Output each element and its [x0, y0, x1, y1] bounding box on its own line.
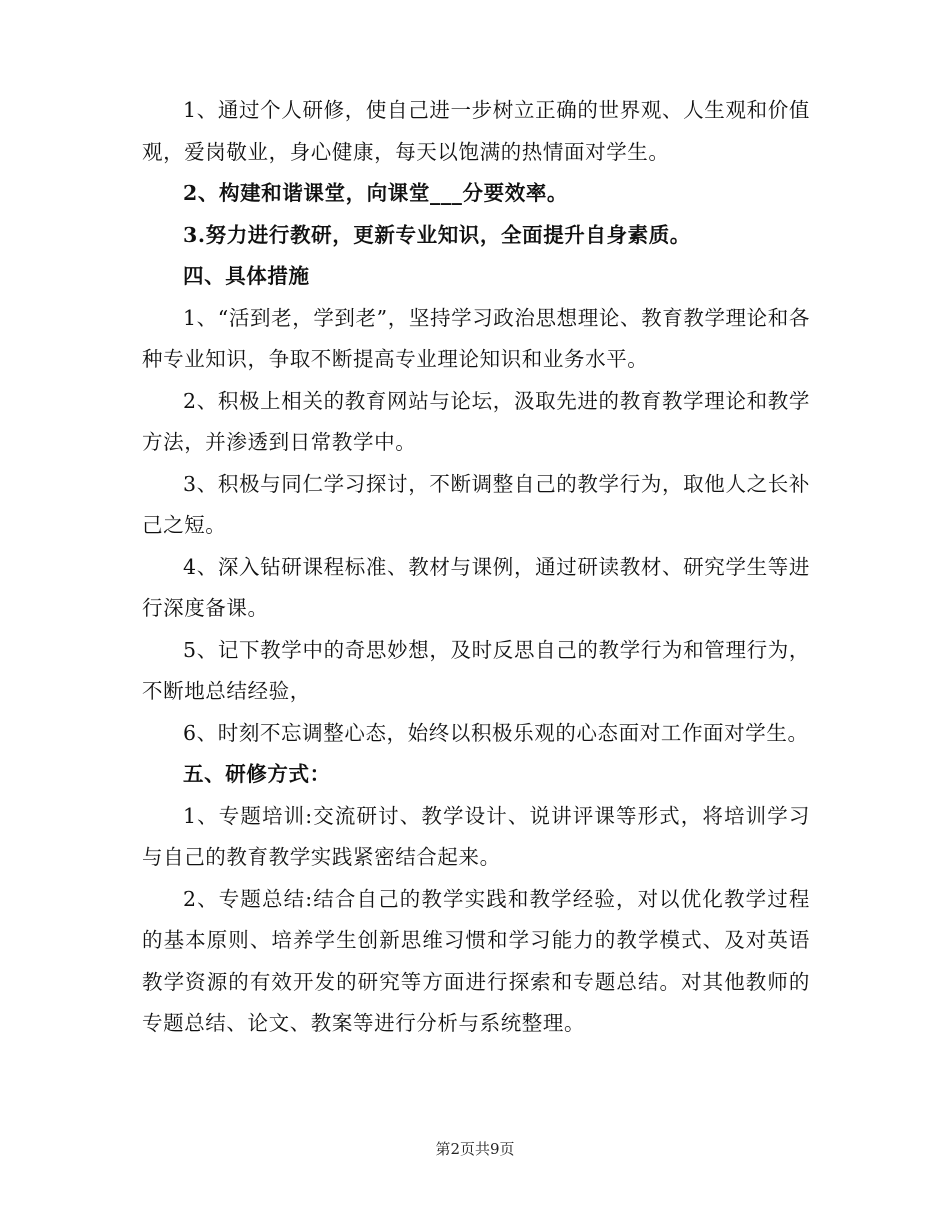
paragraph-measure-1: 1、“活到老，学到老”，坚持学习政治思想理论、教育教学理论和各种专业知识，争取不断提高专业理论知识和业务水平。	[142, 305, 810, 371]
page-number-footer: 第2页共9页	[435, 1140, 515, 1158]
paragraph-measure-4: 4、深入钻研课程标准、教材与课例，通过研读教材、研究学生等进行深度备课。	[142, 554, 810, 620]
section-heading-measures: 四、具体措施	[183, 264, 310, 288]
paragraph-measure-6: 6、时刻不忘调整心态，始终以积极乐观的心态面对工作面对学生。	[183, 720, 809, 745]
paragraph-method-2: 2、专题总结:结合自己的教学实践和教学经验，对以优化教学过程的基本原则、培养学生创新思维习惯和学习能力的教学模式、及对英语教学资源的有效开发的研究等方面进行探索和专题总结。对其他教师的专题总结、论文、教案等进行分析与系统整理。	[142, 886, 810, 1035]
paragraph-goal-3: 3.努力进行教研，更新专业知识，全面提升自身素质。	[183, 222, 691, 247]
paragraph-measure-2: 2、积极上相关的教育网站与论坛，汲取先进的教育教学理论和教学方法，并渗透到日常教学中。	[142, 388, 810, 454]
paragraph-goal-2: 2、构建和谐课堂，向课堂___分要效率。	[183, 181, 569, 205]
document-body	[142, 90, 810, 1045]
paragraph-method-1: 1、专题培训:交流研讨、教学设计、说讲评课等形式，将培训学习与自己的教育教学实践紧密结合起来。	[142, 803, 810, 869]
paragraph-goal-1: 1、通过个人研修，使自己进一步树立正确的世界观、人生观和价值观，爱岗敬业，身心健康，每天以饱满的热情面对学生。	[142, 98, 810, 164]
section-heading-methods: 五、研修方式：	[183, 762, 331, 786]
paragraph-measure-5: 5、记下教学中的奇思妙想，及时反思自己的教学行为和管理行为，不断地总结经验，	[142, 637, 810, 703]
paragraph-measure-3: 3、积极与同仁学习探讨，不断调整自己的教学行为，取他人之长补己之短。	[142, 471, 810, 537]
